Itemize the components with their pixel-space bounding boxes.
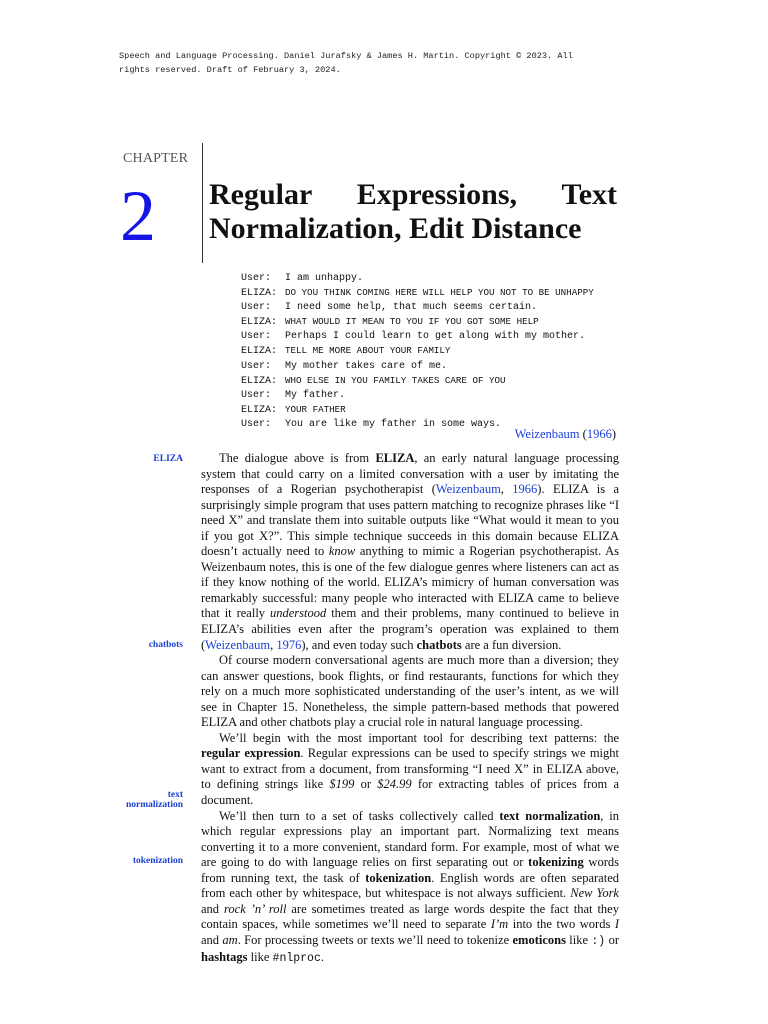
- header-line-1: Speech and Language Processing. Daniel Jurafsky & James H. Martin. Copyright © 2023. All: [119, 51, 573, 61]
- dialogue-speaker: ELIZA:: [241, 317, 278, 329]
- citation-link[interactable]: 1966: [512, 482, 538, 497]
- emphasis: rock ’n’ roll: [224, 901, 287, 916]
- term-emoticons: emoticons: [512, 932, 566, 947]
- emphasis: am: [222, 932, 238, 947]
- emphasis: New York: [570, 886, 619, 901]
- chapter-title: [209, 178, 617, 246]
- citation-year-link[interactable]: 1966: [586, 427, 612, 441]
- dialogue-speaker: ELIZA:: [241, 375, 278, 387]
- dialogue-text: My mother takes care of me.: [285, 360, 448, 372]
- text-run: and: [201, 932, 223, 947]
- margin-note-tokenization: tokenization: [132, 856, 183, 866]
- title-word: Regular: [209, 178, 313, 211]
- dialogue-row: [241, 272, 621, 286]
- term-chatbots: chatbots: [416, 637, 462, 652]
- dialogue-text: I need some help, that much seems certain.: [285, 302, 538, 314]
- term-tokenizing: tokenizing: [528, 855, 584, 870]
- term-tokenization: tokenization: [365, 870, 432, 885]
- dialogue-speaker: ELIZA:: [241, 288, 278, 300]
- body-text: [201, 451, 619, 966]
- text-run: words from running text, the task of: [201, 855, 619, 885]
- dialogue-row: [241, 315, 621, 330]
- text-run: are a fun diversion.: [461, 637, 562, 652]
- text-run: anything to mimic a Rogerian psychotherapist. As Weizenbaum notes, this is one of the few dialogue genres where listeners can act as if they know nothing of the world. ELIZA’s mimicry of human conversation was remarkably successful: many people who interacted with ELIZA came to believe that it really: [201, 544, 619, 621]
- text-run: like: [247, 949, 273, 964]
- term-hashtags: hashtags: [201, 949, 248, 964]
- text-run: ,: [270, 637, 277, 652]
- chapter-label: CHAPTER: [123, 151, 189, 166]
- paragraph-regex: [201, 731, 619, 809]
- text-run: We’ll begin with the most important tool for describing text patterns: the: [219, 730, 619, 745]
- dialogue-speaker: User:: [241, 389, 272, 401]
- dialogue-speaker: ELIZA:: [241, 346, 278, 358]
- dialogue-row: [241, 301, 621, 315]
- emphasis: $24.99: [377, 777, 412, 792]
- dialogue-text: DO YOU THINK COMING HERE WILL HELP YOU NOT TO BE UNHAPPY: [285, 287, 594, 299]
- emphasis: understood: [270, 606, 327, 621]
- paragraph-modern-agents: Of course modern conversational agents are much more than a diversion; they can answer questions, book flights, or find restaurants, functions for which they rely on a much more sophisticated understanding of the user’s intent, as we will see in Chapter 15. Nonetheless, the simple pattern-based methods that powered ELIZA and other chatbots play a crucial role in natural language processing.: [201, 653, 619, 730]
- paragraph-text-normalization: [201, 809, 619, 966]
- text-run: or: [354, 777, 378, 792]
- emphasis: I’m: [490, 917, 509, 932]
- paragraph-eliza: [201, 451, 619, 653]
- dialogue-row: [241, 344, 621, 359]
- dialogue-row: [241, 403, 621, 418]
- running-header: [119, 49, 619, 77]
- term-regular-expression: regular expression: [201, 746, 301, 761]
- text-run: like: [565, 932, 592, 947]
- dialogue-text: YOUR FATHER: [285, 403, 346, 415]
- citation-link[interactable]: 1976: [276, 637, 302, 652]
- text-run: into the two words: [508, 917, 615, 932]
- text-run: . English words are often separated from each other by whitespace, but whitespace is not always sufficient.: [201, 870, 619, 901]
- dialogue-speaker: User:: [241, 273, 272, 284]
- dialogue-text: WHO ELSE IN YOU FAMILY TAKES CARE OF YOU: [285, 374, 506, 386]
- dialogue-text: You are like my father in some ways.: [285, 418, 502, 430]
- text-run: ), and even today such: [301, 637, 417, 652]
- dialogue-text: TELL ME MORE ABOUT YOUR FAMILY: [285, 345, 451, 357]
- dialogue-row: [241, 389, 621, 403]
- dialogue-text: WHAT WOULD IT MEAN TO YOU IF YOU GOT SOME HELP: [285, 316, 539, 328]
- dialogue-row: [241, 286, 621, 301]
- term-text-normalization: text normalization: [499, 808, 601, 823]
- text-run: . For processing tweets or texts we’ll need to tokenize: [237, 932, 513, 947]
- dialogue-row: [241, 360, 621, 374]
- code-emoticon: :): [591, 934, 606, 948]
- chapter-title-line-1: [209, 178, 617, 212]
- dialogue-speaker: ELIZA:: [241, 404, 278, 416]
- dialogue-row: [241, 330, 621, 344]
- text-run: them and their problems, many continued to believe in ELIZA’s abilities even after the program’s operation was explained to them (: [201, 606, 619, 652]
- text-run: or: [605, 932, 619, 947]
- text-run: for extracting tables of prices from a document.: [201, 777, 620, 808]
- text-run: ). ELIZA is a surprisingly simple program that uses pattern matching to recognize phrases like “I need X” and translate them into suitable outputs like “What would it mean to you if you got X?”. This simple technique succeeds in this domain because ELIZA doesn’t actually need to: [201, 482, 619, 559]
- dialogue-citation: Weizenbaum (1966): [514, 427, 616, 441]
- margin-note-eliza: ELIZA: [153, 454, 183, 464]
- text-run: .: [320, 949, 324, 964]
- text-run: . Regular expressions can be used to specify strings we might want to extract from a document, from transforming “I need X” in ELIZA above, to defining strings like: [201, 746, 619, 792]
- code-hashtag: #nlproc: [272, 951, 321, 965]
- chapter-divider: [202, 143, 203, 263]
- chapter-title-line-2: Normalization, Edit Distance: [209, 212, 582, 245]
- dialogue-text: I am unhappy.: [285, 273, 364, 284]
- title-word: Expressions,: [356, 178, 518, 211]
- dialogue-row: [241, 374, 621, 389]
- margin-note-line: text: [167, 790, 183, 800]
- title-word: Text: [561, 178, 617, 211]
- text-run: ,: [500, 482, 513, 497]
- text-run: We’ll then turn to a set of tasks collectively called: [219, 808, 500, 823]
- text-run: The dialogue above is from: [219, 451, 376, 465]
- text-run: and: [201, 901, 224, 916]
- citation-link[interactable]: Weizenbaum: [435, 482, 501, 497]
- dialogue-speaker: User:: [241, 418, 272, 430]
- margin-note-chatbots: chatbots: [148, 640, 183, 650]
- emphasis: $199: [329, 777, 355, 792]
- eliza-dialogue: [241, 272, 621, 432]
- citation-author-link[interactable]: Weizenbaum: [514, 427, 580, 441]
- dialogue-speaker: User:: [241, 302, 272, 314]
- margin-note-line: normalization: [126, 800, 183, 810]
- dialogue-speaker: User:: [241, 360, 272, 372]
- header-line-2: rights reserved. Draft of February 3, 2024.: [119, 65, 341, 75]
- text-run: , an early natural language processing system that could carry on a limited conversation with a user by imitating the responses of a Rogerian psychotherapist (: [201, 451, 619, 497]
- citation-link[interactable]: Weizenbaum: [205, 637, 271, 652]
- text-run: are sometimes treated as large words despite the fact that they contain spaces, while sometimes we’ll need to separate: [201, 901, 619, 932]
- emphasis: I: [614, 917, 619, 932]
- term-eliza: ELIZA: [375, 451, 415, 465]
- emphasis: know: [328, 544, 356, 559]
- dialogue-text: Perhaps I could learn to get along with my mother.: [285, 331, 586, 343]
- dialogue-speaker: User:: [241, 331, 272, 343]
- text-run: , in which regular expressions play an important part. Normalizing text means converting it to a more convenient, standard form. For example, most of what we are going to do with language relies on first separating out or: [201, 808, 619, 870]
- margin-note-text-normalization: [93, 790, 183, 810]
- dialogue-text: My father.: [285, 389, 346, 401]
- chapter-number: 2: [120, 176, 156, 256]
